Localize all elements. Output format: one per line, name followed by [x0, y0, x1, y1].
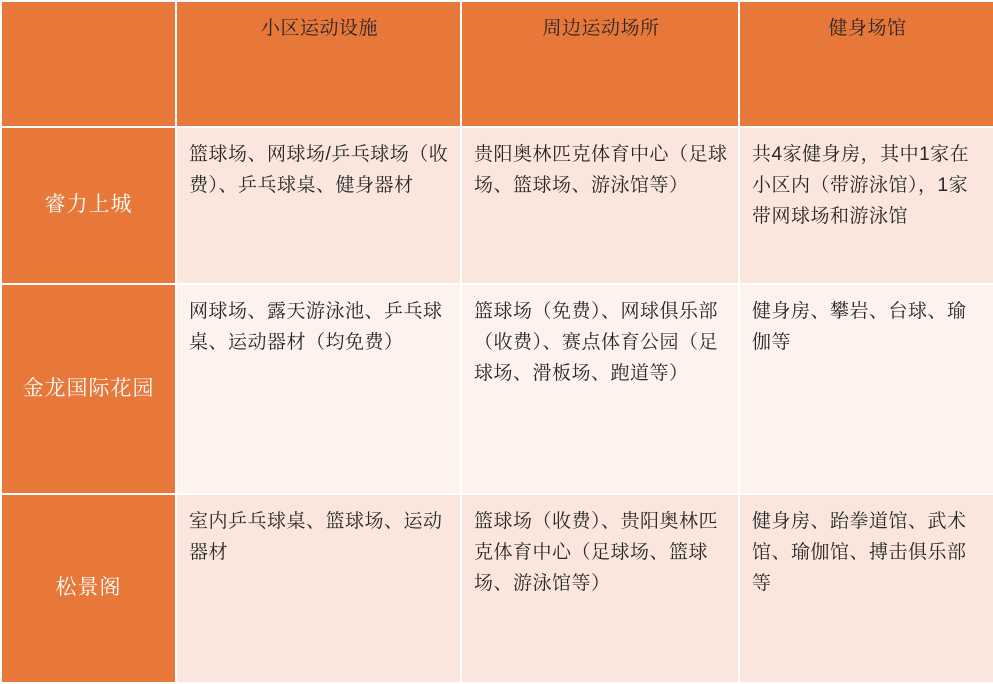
table-body	[1, 127, 993, 683]
cell-nearby-venues: 篮球场（收费）、贵阳奥林匹克体育中心（足球场、篮球场、游泳馆等）	[461, 494, 739, 683]
table-header	[1, 1, 993, 127]
row-header-ruili-shangcheng: 睿力上城	[1, 127, 176, 284]
table-row	[1, 284, 993, 494]
row-header-jinlong-guoji-huayuan: 金龙国际花园	[1, 284, 176, 494]
cell-community-facilities: 篮球场、网球场/乒乓球场（收费）、乒乓球桌、健身器材	[176, 127, 461, 284]
cell-fitness-venues: 健身房、跆拳道馆、武术馆、瑜伽馆、搏击俱乐部等	[739, 494, 993, 683]
column-header-fitness-venues: 健身场馆	[739, 1, 993, 127]
cell-fitness-venues: 共4家健身房，其中1家在小区内（带游泳馆），1家带网球场和游泳馆	[739, 127, 993, 284]
column-header-nearby-venues: 周边运动场所	[461, 1, 739, 127]
table-corner-cell	[1, 1, 176, 127]
table-row	[1, 494, 993, 683]
cell-fitness-venues: 健身房、攀岩、台球、瑜伽等	[739, 284, 993, 494]
column-header-community-facilities: 小区运动设施	[176, 1, 461, 127]
cell-nearby-venues: 贵阳奥林匹克体育中心（足球场、篮球场、游泳馆等）	[461, 127, 739, 284]
cell-community-facilities: 室内乒乓球桌、篮球场、运动器材	[176, 494, 461, 683]
table-header-row	[1, 1, 993, 127]
cell-nearby-venues: 篮球场（免费）、网球俱乐部（收费）、赛点体育公园（足球场、滑板场、跑道等）	[461, 284, 739, 494]
table-row	[1, 127, 993, 284]
row-header-songjingge: 松景阁	[1, 494, 176, 683]
cell-community-facilities: 网球场、露天游泳池、乒乓球桌、运动器材（均免费）	[176, 284, 461, 494]
